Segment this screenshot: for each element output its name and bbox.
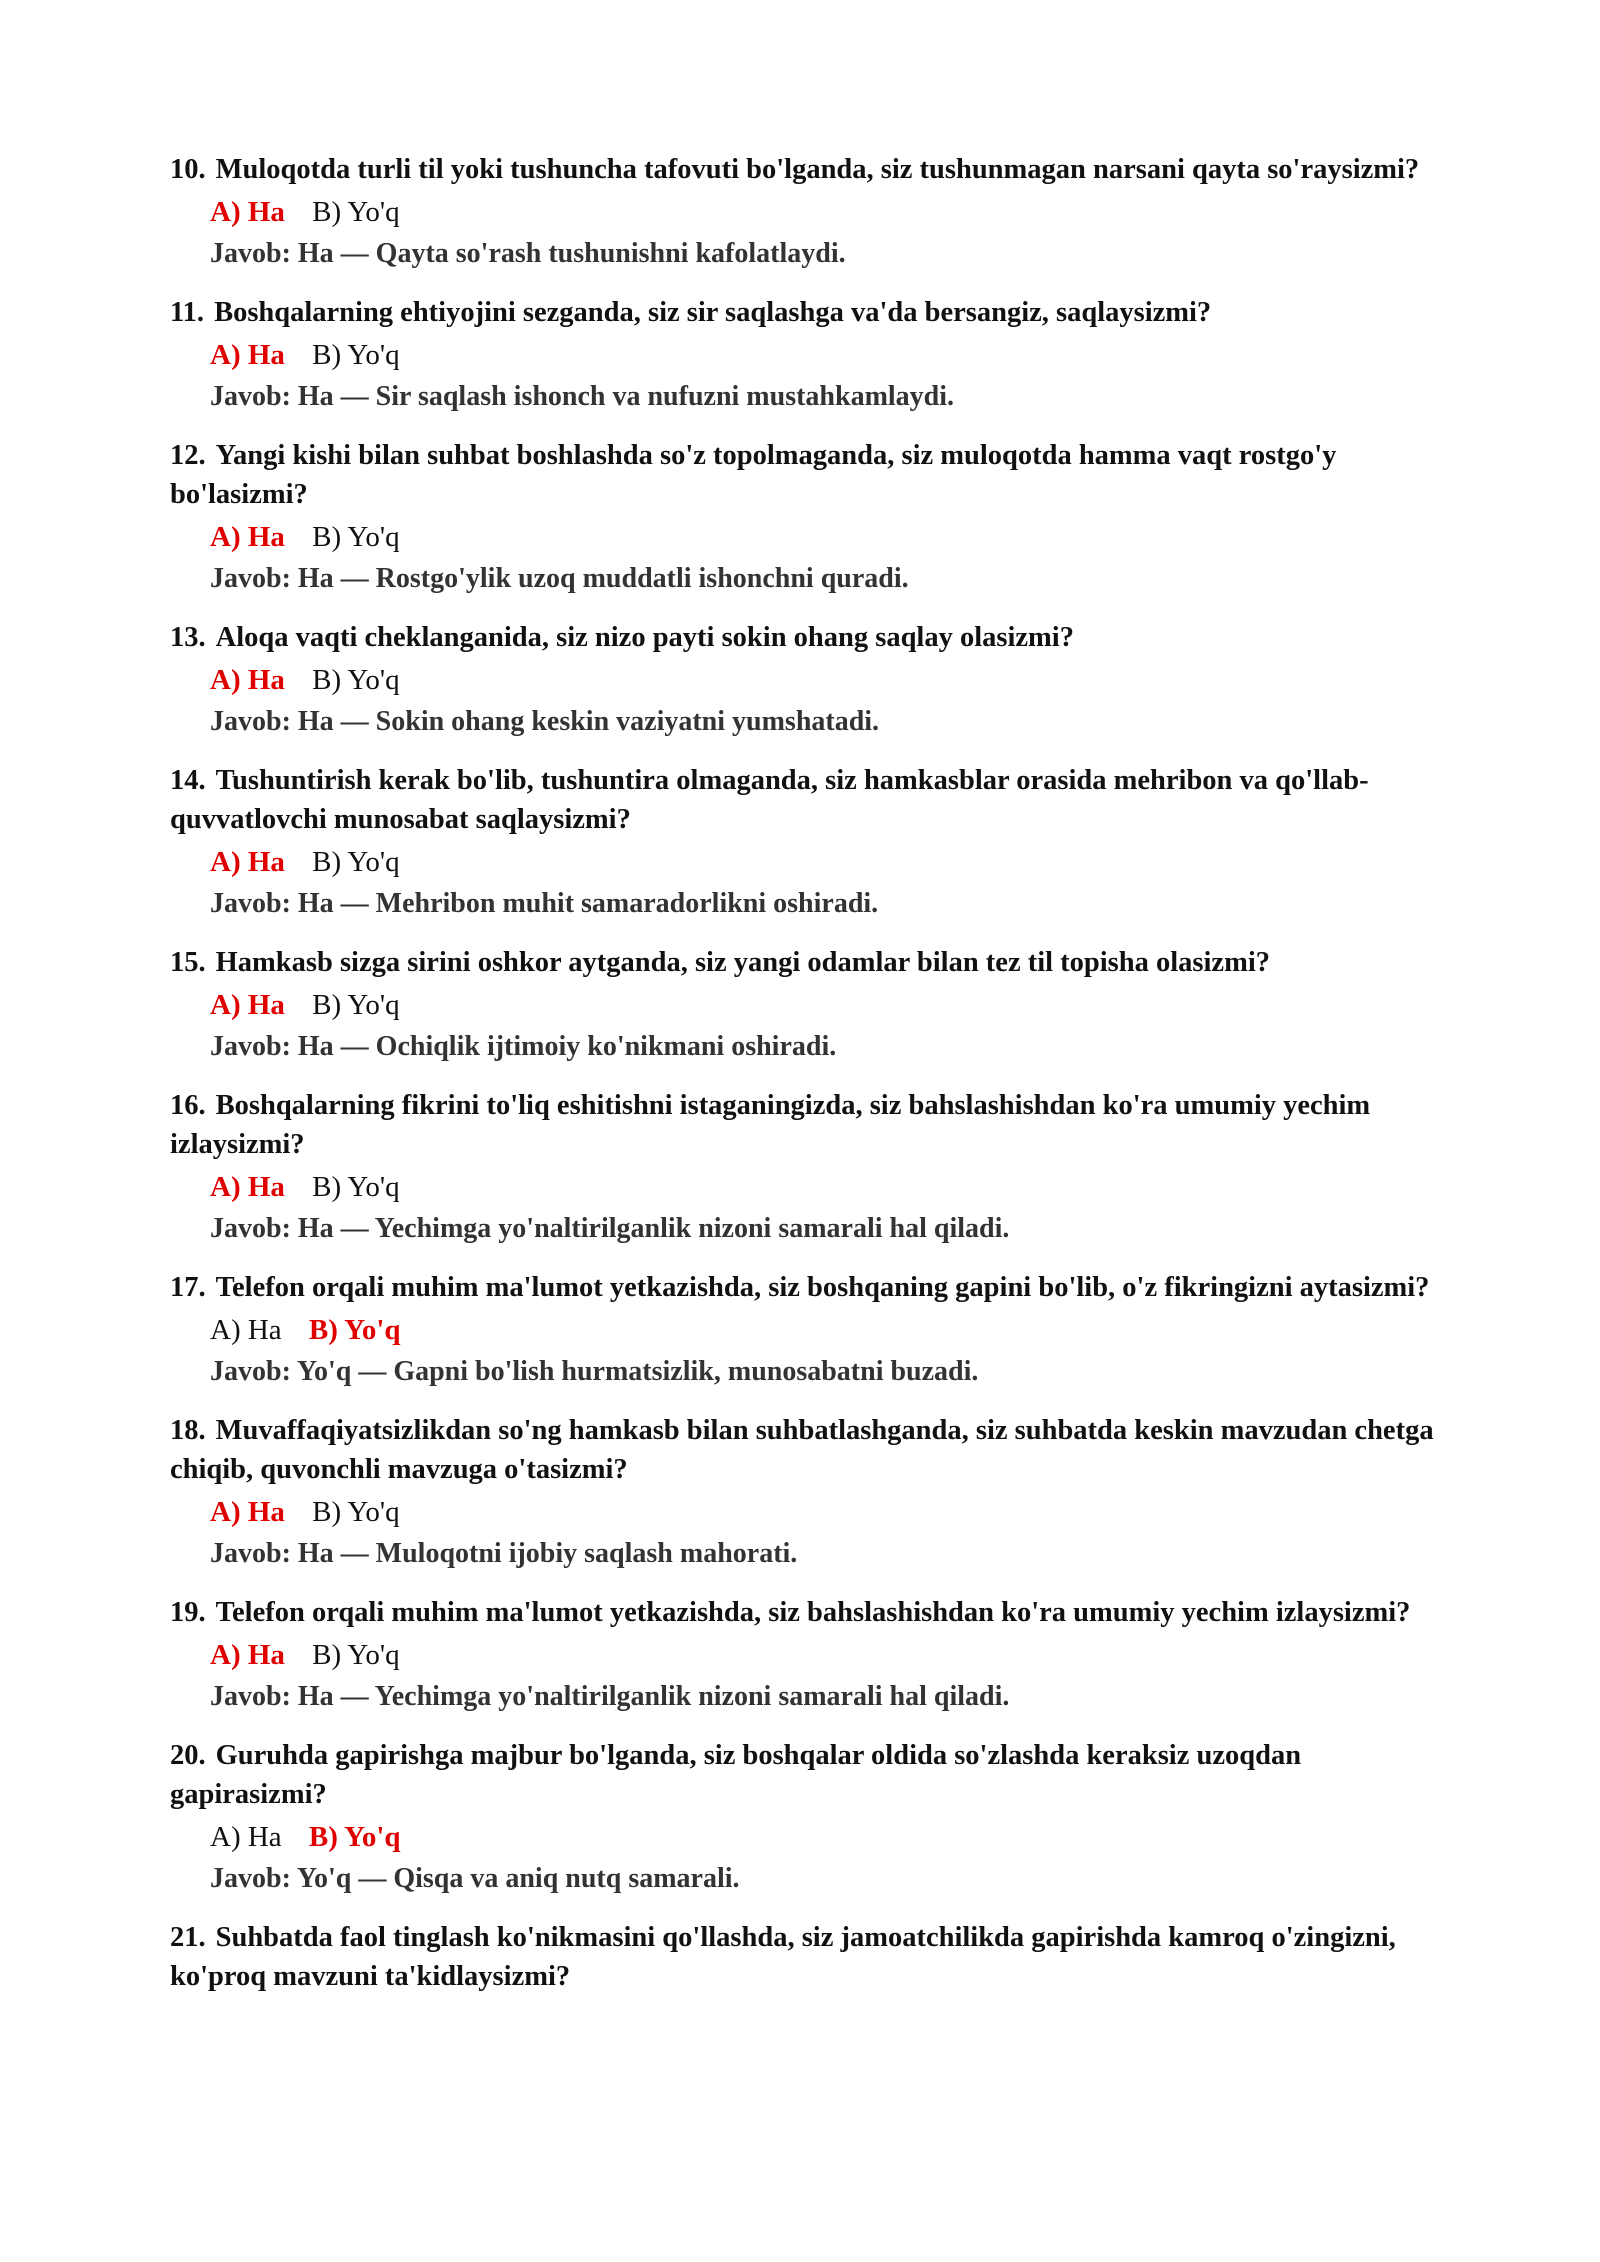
question-text — [170, 1268, 1460, 1307]
options — [210, 1491, 1460, 1533]
option-b: B) Yo'q — [312, 521, 400, 553]
question-number: 10. — [170, 154, 206, 185]
question-text — [170, 150, 1460, 189]
question-number: 13. — [170, 622, 206, 653]
question-body: Tushuntirish kerak bo'lib, tushuntira olmaganda, siz hamkasblar orasida mehribon va qo'llab-quvvatlovchi munosabat saqlaysizmi? — [170, 765, 1369, 835]
question-text — [170, 1918, 1460, 1996]
document-page — [170, 150, 1460, 2014]
question-text — [170, 1411, 1460, 1489]
question-text — [170, 436, 1460, 514]
answer-explanation: Javob: Ha — Qayta so'rash tushunishni kafolatlaydi. — [210, 238, 846, 269]
option-b: B) Yo'q — [312, 664, 400, 696]
answer-explanation: Javob: Ha — Sokin ohang keskin vaziyatni yumshatadi. — [210, 706, 880, 737]
options — [210, 516, 1460, 558]
question-number: 11. — [170, 297, 205, 328]
question-body: Guruhda gapirishga majbur bo'lganda, siz boshqalar oldida so'zlashda keraksiz uzoqdan gapirasizmi? — [170, 1740, 1302, 1810]
question-number: 17. — [170, 1272, 206, 1303]
question-text — [170, 618, 1460, 657]
question-number: 21. — [170, 1922, 206, 1953]
answer-explanation: Javob: Ha — Yechimga yo'naltirilganlik nizoni samarali hal qiladi. — [210, 1213, 1010, 1244]
options — [210, 1634, 1460, 1676]
option-a: A) Ha — [210, 1314, 282, 1346]
options — [210, 191, 1460, 233]
option-a: A) Ha — [210, 521, 285, 553]
answer-explanation: Javob: Ha — Rostgo'ylik uzoq muddatli ishonchni quradi. — [210, 563, 909, 594]
answer-explanation: Javob: Yo'q — Gapni bo'lish hurmatsizlik, munosabatni buzadi. — [210, 1356, 979, 1387]
question-16 — [170, 1086, 1460, 1250]
question-14 — [170, 761, 1460, 925]
question-body: Telefon orqali muhim ma'lumot yetkazishda, siz boshqaning gapini bo'lib, o'z fikringizni aytasizmi? — [215, 1272, 1430, 1303]
answer-explanation: Javob: Ha — Muloqotni ijobiy saqlash mahorati. — [210, 1538, 798, 1569]
option-a: A) Ha — [210, 1639, 285, 1671]
answer-explanation: Javob: Ha — Yechimga yo'naltirilganlik nizoni samarali hal qiladi. — [210, 1681, 1010, 1712]
question-text — [170, 761, 1460, 839]
answer-explanation: Javob: Ha — Sir saqlash ishonch va nufuzni mustahkamlaydi. — [210, 381, 955, 412]
question-21 — [170, 1918, 1460, 1996]
option-a: A) Ha — [210, 1821, 282, 1853]
option-b: B) Yo'q — [312, 989, 400, 1021]
question-number: 19. — [170, 1597, 206, 1628]
options — [210, 1309, 1460, 1351]
question-number: 20. — [170, 1740, 206, 1771]
option-a: A) Ha — [210, 664, 285, 696]
question-15 — [170, 943, 1460, 1068]
question-body: Muvaffaqiyatsizlikdan so'ng hamkasb bilan suhbatlashganda, siz suhbatda keskin mavzudan chetga chiqib, quvonchli mavzuga o'tasizmi? — [170, 1415, 1434, 1485]
options — [210, 1816, 1460, 1858]
option-a: A) Ha — [210, 339, 285, 371]
question-19 — [170, 1593, 1460, 1718]
question-17 — [170, 1268, 1460, 1393]
option-b: B) Yo'q — [308, 1821, 401, 1853]
question-body: Boshqalarning fikrini to'liq eshitishni istaganingizda, siz bahslashishdan ko'ra umumiy yechim izlaysizmi? — [170, 1090, 1371, 1160]
question-body: Telefon orqali muhim ma'lumot yetkazishda, siz bahslashishdan ko'ra umumiy yechim izlaysizmi? — [215, 1597, 1411, 1628]
question-10 — [170, 150, 1460, 275]
answer-explanation: Javob: Ha — Ochiqlik ijtimoiy ko'nikmani oshiradi. — [210, 1031, 837, 1062]
option-b: B) Yo'q — [312, 196, 400, 228]
question-body: Aloqa vaqti cheklanganida, siz nizo payti sokin ohang saqlay olasizmi? — [215, 622, 1074, 653]
question-number: 14. — [170, 765, 206, 796]
option-a: A) Ha — [210, 989, 285, 1021]
question-number: 12. — [170, 440, 206, 471]
question-body: Boshqalarning ehtiyojini sezganda, siz sir saqlashga va'da bersangiz, saqlaysizmi? — [214, 297, 1212, 328]
options — [210, 1166, 1460, 1208]
question-body: Hamkasb sizga sirini oshkor aytganda, siz yangi odamlar bilan tez til topisha olasizmi? — [215, 947, 1270, 978]
option-a: A) Ha — [210, 846, 285, 878]
question-text — [170, 293, 1460, 332]
question-12 — [170, 436, 1460, 600]
options — [210, 659, 1460, 701]
question-text — [170, 943, 1460, 982]
option-b: B) Yo'q — [312, 339, 400, 371]
option-b: B) Yo'q — [312, 1639, 400, 1671]
option-b: B) Yo'q — [308, 1314, 401, 1346]
question-text — [170, 1593, 1460, 1632]
options — [210, 334, 1460, 376]
option-a: A) Ha — [210, 196, 285, 228]
question-number: 18. — [170, 1415, 206, 1446]
question-text — [170, 1736, 1460, 1814]
question-body: Yangi kishi bilan suhbat boshlashda so'z topolmaganda, siz muloqotda hamma vaqt rostgo'y bo'lasizmi? — [170, 440, 1337, 510]
option-a: A) Ha — [210, 1496, 285, 1528]
question-20 — [170, 1736, 1460, 1900]
option-b: B) Yo'q — [312, 846, 400, 878]
question-11 — [170, 293, 1460, 418]
option-b: B) Yo'q — [312, 1496, 400, 1528]
option-b: B) Yo'q — [312, 1171, 400, 1203]
question-13 — [170, 618, 1460, 743]
question-body: Suhbatda faol tinglash ko'nikmasini qo'llashda, siz jamoatchilikda gapirishda kamroq o'zingizni, ko'proq mavzuni ta'kidlaysizmi? — [170, 1922, 1396, 1992]
question-number: 15. — [170, 947, 206, 978]
answer-explanation: Javob: Yo'q — Qisqa va aniq nutq samarali. — [210, 1863, 740, 1894]
answer-explanation: Javob: Ha — Mehribon muhit samaradorlikni oshiradi. — [210, 888, 879, 919]
question-text — [170, 1086, 1460, 1164]
options — [210, 984, 1460, 1026]
question-18 — [170, 1411, 1460, 1575]
question-body: Muloqotda turli til yoki tushuncha tafovuti bo'lganda, siz tushunmagan narsani qayta so'raysizmi? — [215, 154, 1420, 185]
options — [210, 841, 1460, 883]
question-number: 16. — [170, 1090, 206, 1121]
option-a: A) Ha — [210, 1171, 285, 1203]
